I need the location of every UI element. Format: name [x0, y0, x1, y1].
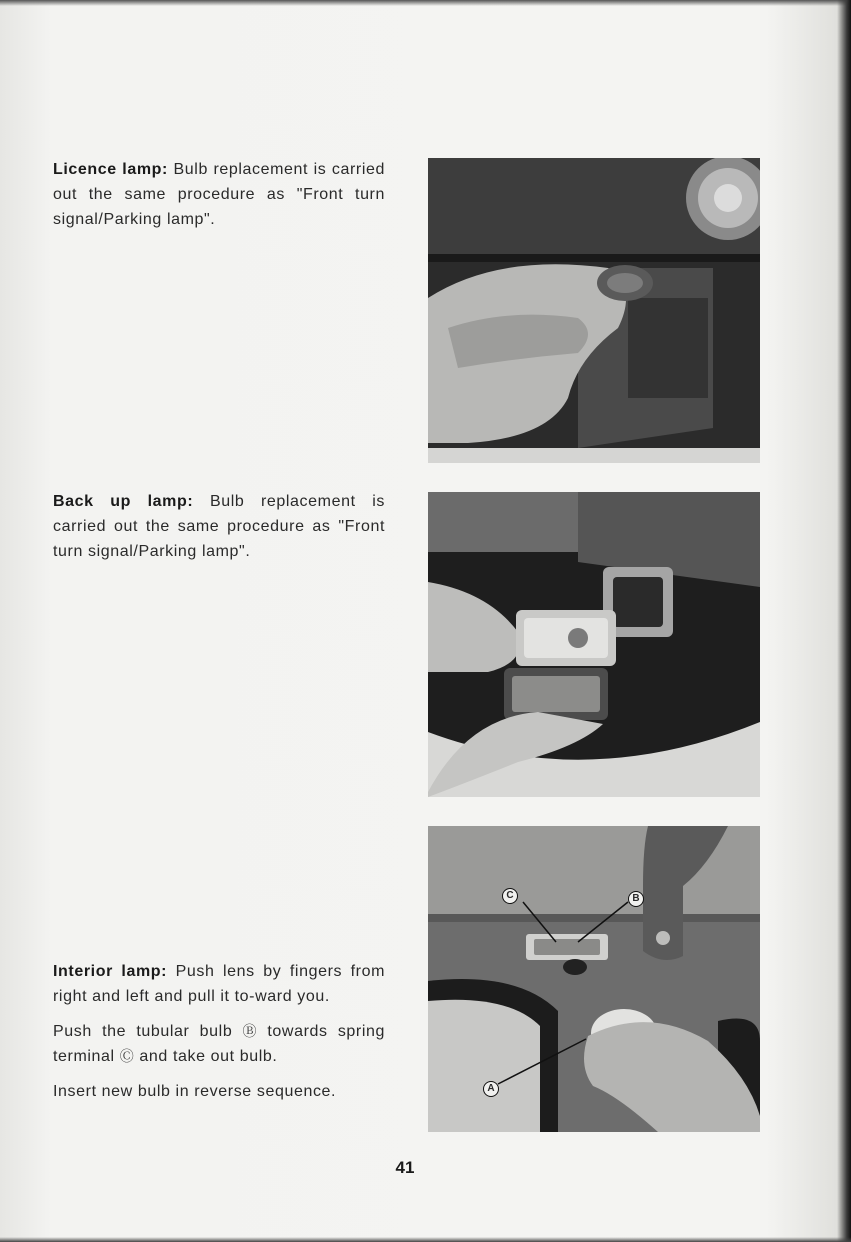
interior-lamp-paragraph-2 — [53, 1019, 385, 1069]
interior-lamp-body: Push lens by fingers from right and left and pull it to-ward you. — [53, 963, 386, 1005]
page-number: 41 — [395, 1158, 415, 1177]
back-up-lamp-photo — [428, 492, 760, 797]
callout-b-label: B — [628, 891, 644, 907]
scan-edge-right — [837, 0, 851, 1242]
interior-lamp-heading: Interior lamp: — [53, 963, 168, 980]
callout-c-label: C — [502, 888, 518, 904]
licence-lamp-heading: Licence lamp: — [53, 161, 168, 178]
scan-edge-bottom — [0, 1237, 851, 1242]
licence-lamp-paragraph — [53, 157, 385, 232]
callout-b-symbol: Ⓑ — [242, 1023, 258, 1039]
back-up-lamp-paragraph — [53, 489, 385, 564]
back-up-lamp-section — [53, 489, 385, 574]
back-up-lamp-body: Bulb replacement is carried out the same procedure as "Front turn signal/Parking lamp". — [53, 493, 385, 560]
callout-c-symbol: Ⓒ — [119, 1048, 135, 1064]
interior-lamp-para2-post: and take out bulb. — [139, 1048, 278, 1065]
callout-a-label: A — [483, 1081, 499, 1097]
licence-lamp-section — [53, 157, 385, 242]
licence-lamp-photo — [428, 158, 760, 463]
interior-lamp-para2-pre: Push the tubular bulb — [53, 1023, 233, 1040]
interior-lamp-para2-mid: towards spring terminal — [53, 1023, 385, 1065]
interior-lamp-photo — [428, 826, 760, 1132]
licence-lamp-body: Bulb replacement is carried out the same procedure as "Front turn signal/Parking lamp". — [53, 161, 385, 228]
scan-edge-top — [0, 0, 851, 6]
interior-lamp-paragraph-1 — [53, 959, 385, 1009]
back-up-lamp-heading: Back up lamp: — [53, 493, 194, 510]
interior-lamp-section — [53, 959, 385, 1114]
interior-lamp-paragraph-3: Insert new bulb in reverse sequence. — [53, 1083, 337, 1100]
